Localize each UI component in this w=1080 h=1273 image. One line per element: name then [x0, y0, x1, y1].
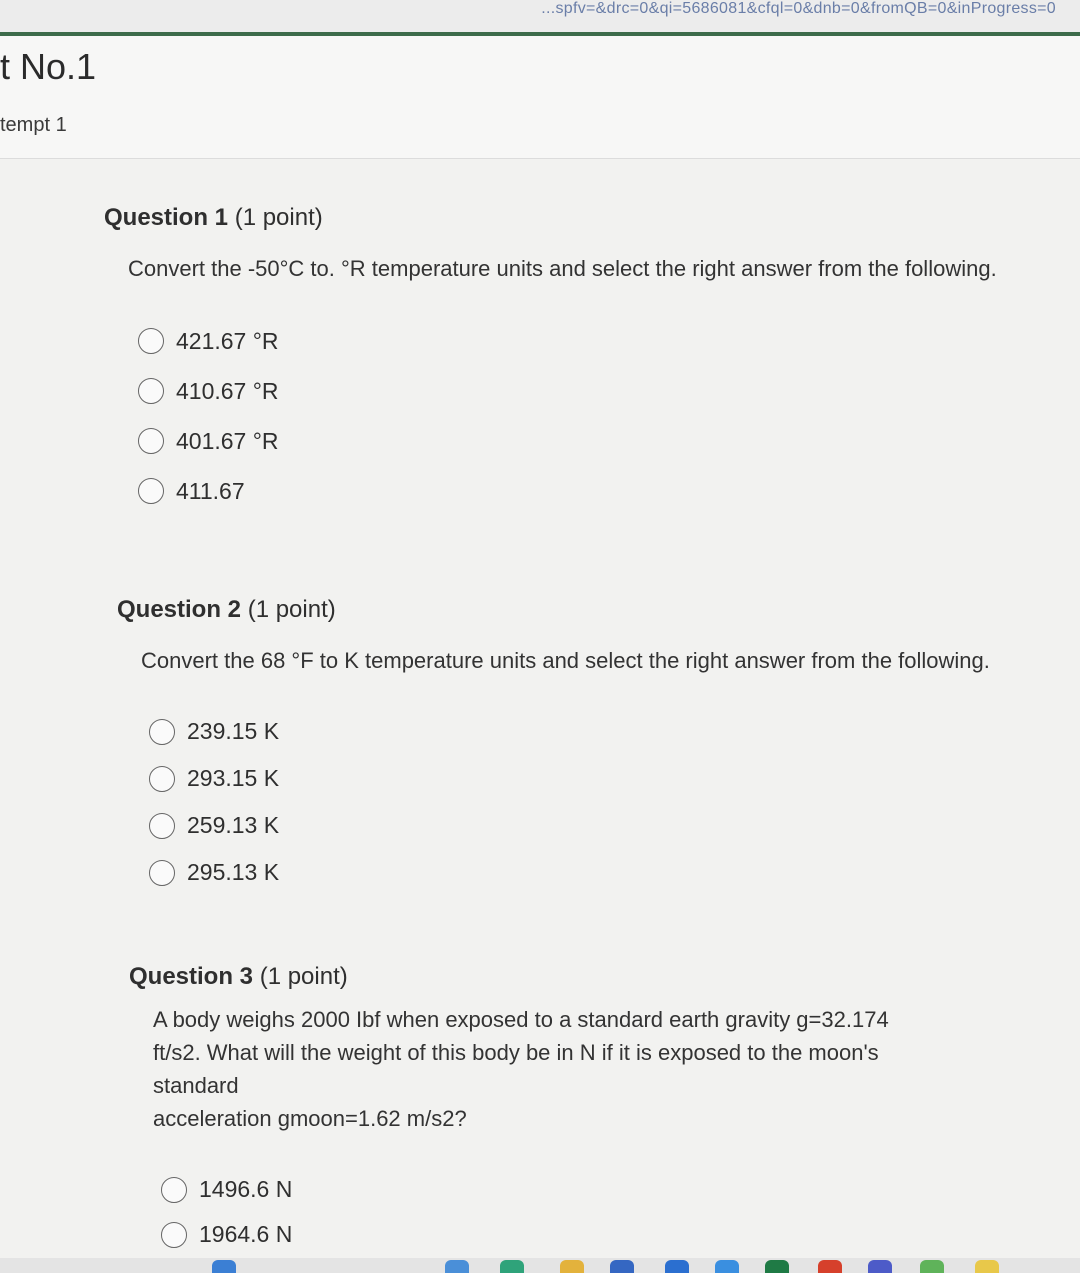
file-explorer-icon[interactable]: [560, 1260, 584, 1273]
quiz-header: [0, 36, 1080, 159]
question-title: Question 3: [129, 963, 254, 990]
office-icon[interactable]: [818, 1260, 842, 1273]
radio-button[interactable]: [149, 719, 175, 745]
url-text[interactable]: ...spfv=&drc=0&qi=5686081&cfql=0&dnb=0&fromQB=0&inProgress=0: [541, 0, 1056, 17]
answer-label: 259.13 K: [187, 812, 280, 838]
answer-option[interactable]: [149, 755, 1037, 802]
answer-label: 1964.6 N: [199, 1221, 293, 1247]
question-points: (1 point): [259, 963, 348, 990]
question-2: [117, 596, 1037, 896]
taskbar: [0, 1258, 1080, 1273]
browser-address-bar[interactable]: [0, 0, 1080, 36]
answer-label: 239.15 K: [187, 718, 280, 744]
question-text-line: acceleration gmoon=1.62 m/s2?: [153, 1106, 467, 1131]
answer-option[interactable]: [149, 708, 1037, 755]
chrome-icon[interactable]: [920, 1260, 944, 1273]
question-text-line: standard: [153, 1073, 239, 1098]
question-1: [104, 204, 1044, 516]
answer-option[interactable]: [138, 466, 1044, 516]
windows-icon[interactable]: [212, 1260, 236, 1273]
attempt-label: tempt 1: [0, 114, 67, 136]
store-icon[interactable]: [610, 1260, 634, 1273]
answer-label: 1496.6 N: [199, 1176, 293, 1202]
question-3: [129, 963, 1029, 1257]
answer-label: 401.67 °R: [176, 427, 279, 454]
question-title: Question 2: [117, 596, 242, 623]
photos-icon[interactable]: [715, 1260, 739, 1273]
question-heading: [129, 963, 1029, 991]
radio-button[interactable]: [149, 860, 175, 886]
radio-button[interactable]: [149, 766, 175, 792]
answer-options: [138, 316, 1044, 516]
question-text-line: A body weighs 2000 Ibf when exposed to a standard earth gravity g=32.174: [153, 1007, 889, 1032]
question-heading: [117, 596, 1037, 624]
answer-label: 411.67: [176, 477, 245, 504]
page-title: t No.1: [0, 46, 97, 87]
question-points: (1 point): [247, 596, 336, 623]
answer-label: 295.13 K: [187, 859, 280, 885]
excel-icon[interactable]: [765, 1260, 789, 1273]
answer-options: [161, 1167, 1029, 1257]
radio-button[interactable]: [161, 1177, 187, 1203]
answer-option[interactable]: [149, 849, 1037, 896]
answer-option[interactable]: [138, 366, 1044, 416]
question-text: Convert the 68 °F to K temperature units and select the right answer from the following.: [141, 648, 990, 673]
question-title: Question 1: [104, 204, 229, 231]
question-text: [153, 1003, 1029, 1135]
question-points: (1 point): [234, 204, 323, 231]
answer-option[interactable]: [161, 1167, 1029, 1212]
question-text: Convert the -50°C to. °R temperature units and select the right answer from the following.: [128, 256, 997, 281]
answer-option[interactable]: [149, 802, 1037, 849]
question-text-line: ft/s2. What will the weight of this body be in N if it is exposed to the moon's: [153, 1040, 879, 1065]
radio-button[interactable]: [138, 378, 164, 404]
teams-icon[interactable]: [868, 1260, 892, 1273]
radio-button[interactable]: [138, 328, 164, 354]
answer-option[interactable]: [161, 1212, 1029, 1257]
radio-button[interactable]: [161, 1222, 187, 1248]
answer-label: 421.67 °R: [176, 327, 279, 354]
radio-button[interactable]: [138, 428, 164, 454]
radio-button[interactable]: [138, 478, 164, 504]
answer-options: [149, 708, 1037, 896]
answer-option[interactable]: [138, 316, 1044, 366]
files-icon[interactable]: [975, 1260, 999, 1273]
question-heading: [104, 204, 1044, 232]
browser-icon[interactable]: [445, 1260, 469, 1273]
answer-label: 410.67 °R: [176, 377, 279, 404]
answer-label: 293.15 K: [187, 765, 280, 791]
radio-button[interactable]: [149, 813, 175, 839]
mail-icon[interactable]: [665, 1260, 689, 1273]
edge-icon[interactable]: [500, 1260, 524, 1273]
answer-option[interactable]: [138, 416, 1044, 466]
